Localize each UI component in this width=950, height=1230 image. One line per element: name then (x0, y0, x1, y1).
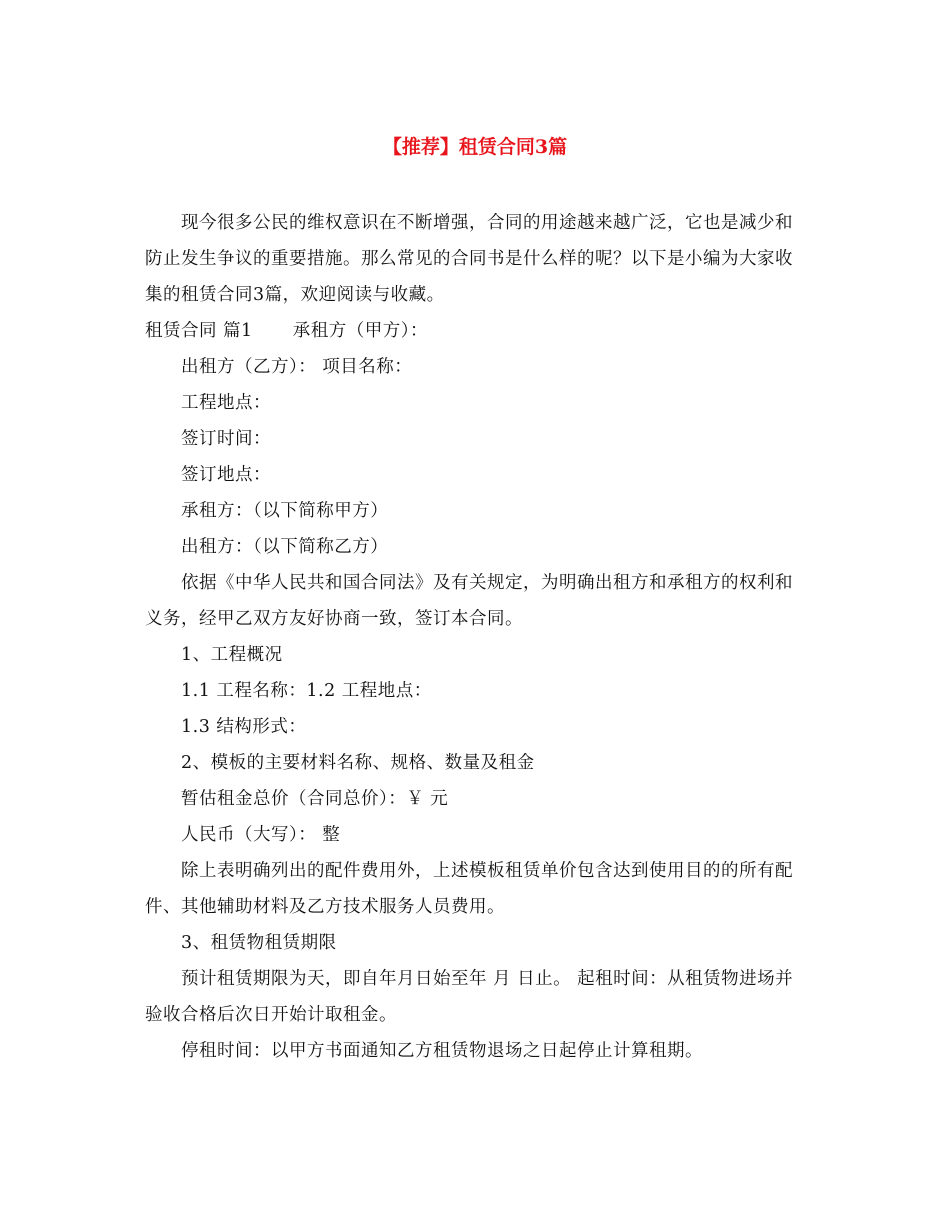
section-heading: 租赁合同 篇1 (145, 321, 253, 341)
total-rent-line: 暂估租金总价（合同总价）：￥ 元 (181, 789, 449, 809)
lessee-short-line: 承租方：（以下简称甲方） (181, 501, 389, 521)
intro-paragraph: 现今很多公民的维权意识在不断增强，合同的用途越来越广泛，它也是减少和防止发生争议的重要措施。那么常见的合同书是什么样的呢？以下是小编为大家收集的租赁合同3篇，欢迎阅读与收藏。 (145, 213, 793, 305)
period-paragraph: 预计租赁期限为天，即自年月日始至年 月 日止。 起租时间：从租赁物进场并验收合格后次日开始计取租金。 (145, 969, 794, 1025)
section-1-3-line: 1.3 结构形式： (181, 717, 307, 737)
section-heading-line (145, 313, 805, 349)
rmb-upper-line: 人民币（大写）： 整 (181, 825, 341, 845)
price-note-paragraph: 除上表明确列出的配件费用外，上述模板租赁单价包含达到使用目的的所有配件、其他辅助材料及乙方技术服务人员费用。 (145, 861, 793, 917)
section-1-heading: 1、工程概况 (181, 645, 283, 665)
section-1-1-line: 1.1 工程名称：1.2 工程地点： (181, 681, 432, 701)
sign-place-line: 签订地点： (181, 465, 271, 485)
stop-time-line: 停租时间：以甲方书面通知乙方租赁物退场之日起停止计算租期。 (181, 1041, 703, 1061)
sign-time-line: 签订时间： (181, 429, 271, 449)
lessor-project-line: 出租方（乙方）： 项目名称： (181, 357, 413, 377)
basis-paragraph: 依据《中华人民共和国合同法》及有关规定，为明确出租方和承租方的权利和义务，经甲乙双方友好协商一致，签订本合同。 (145, 573, 793, 629)
lessee-label: 承租方（甲方）： (292, 321, 428, 341)
document-title: 【推荐】租赁合同3篇 (382, 136, 568, 158)
section-2-heading: 2、模板的主要材料名称、规格、数量及租金 (181, 753, 535, 773)
document-body (145, 205, 805, 1069)
project-location-line: 工程地点： (181, 393, 271, 413)
lessor-short-line: 出租方：（以下简称乙方） (181, 537, 389, 557)
section-3-heading: 3、租赁物租赁期限 (181, 933, 337, 953)
